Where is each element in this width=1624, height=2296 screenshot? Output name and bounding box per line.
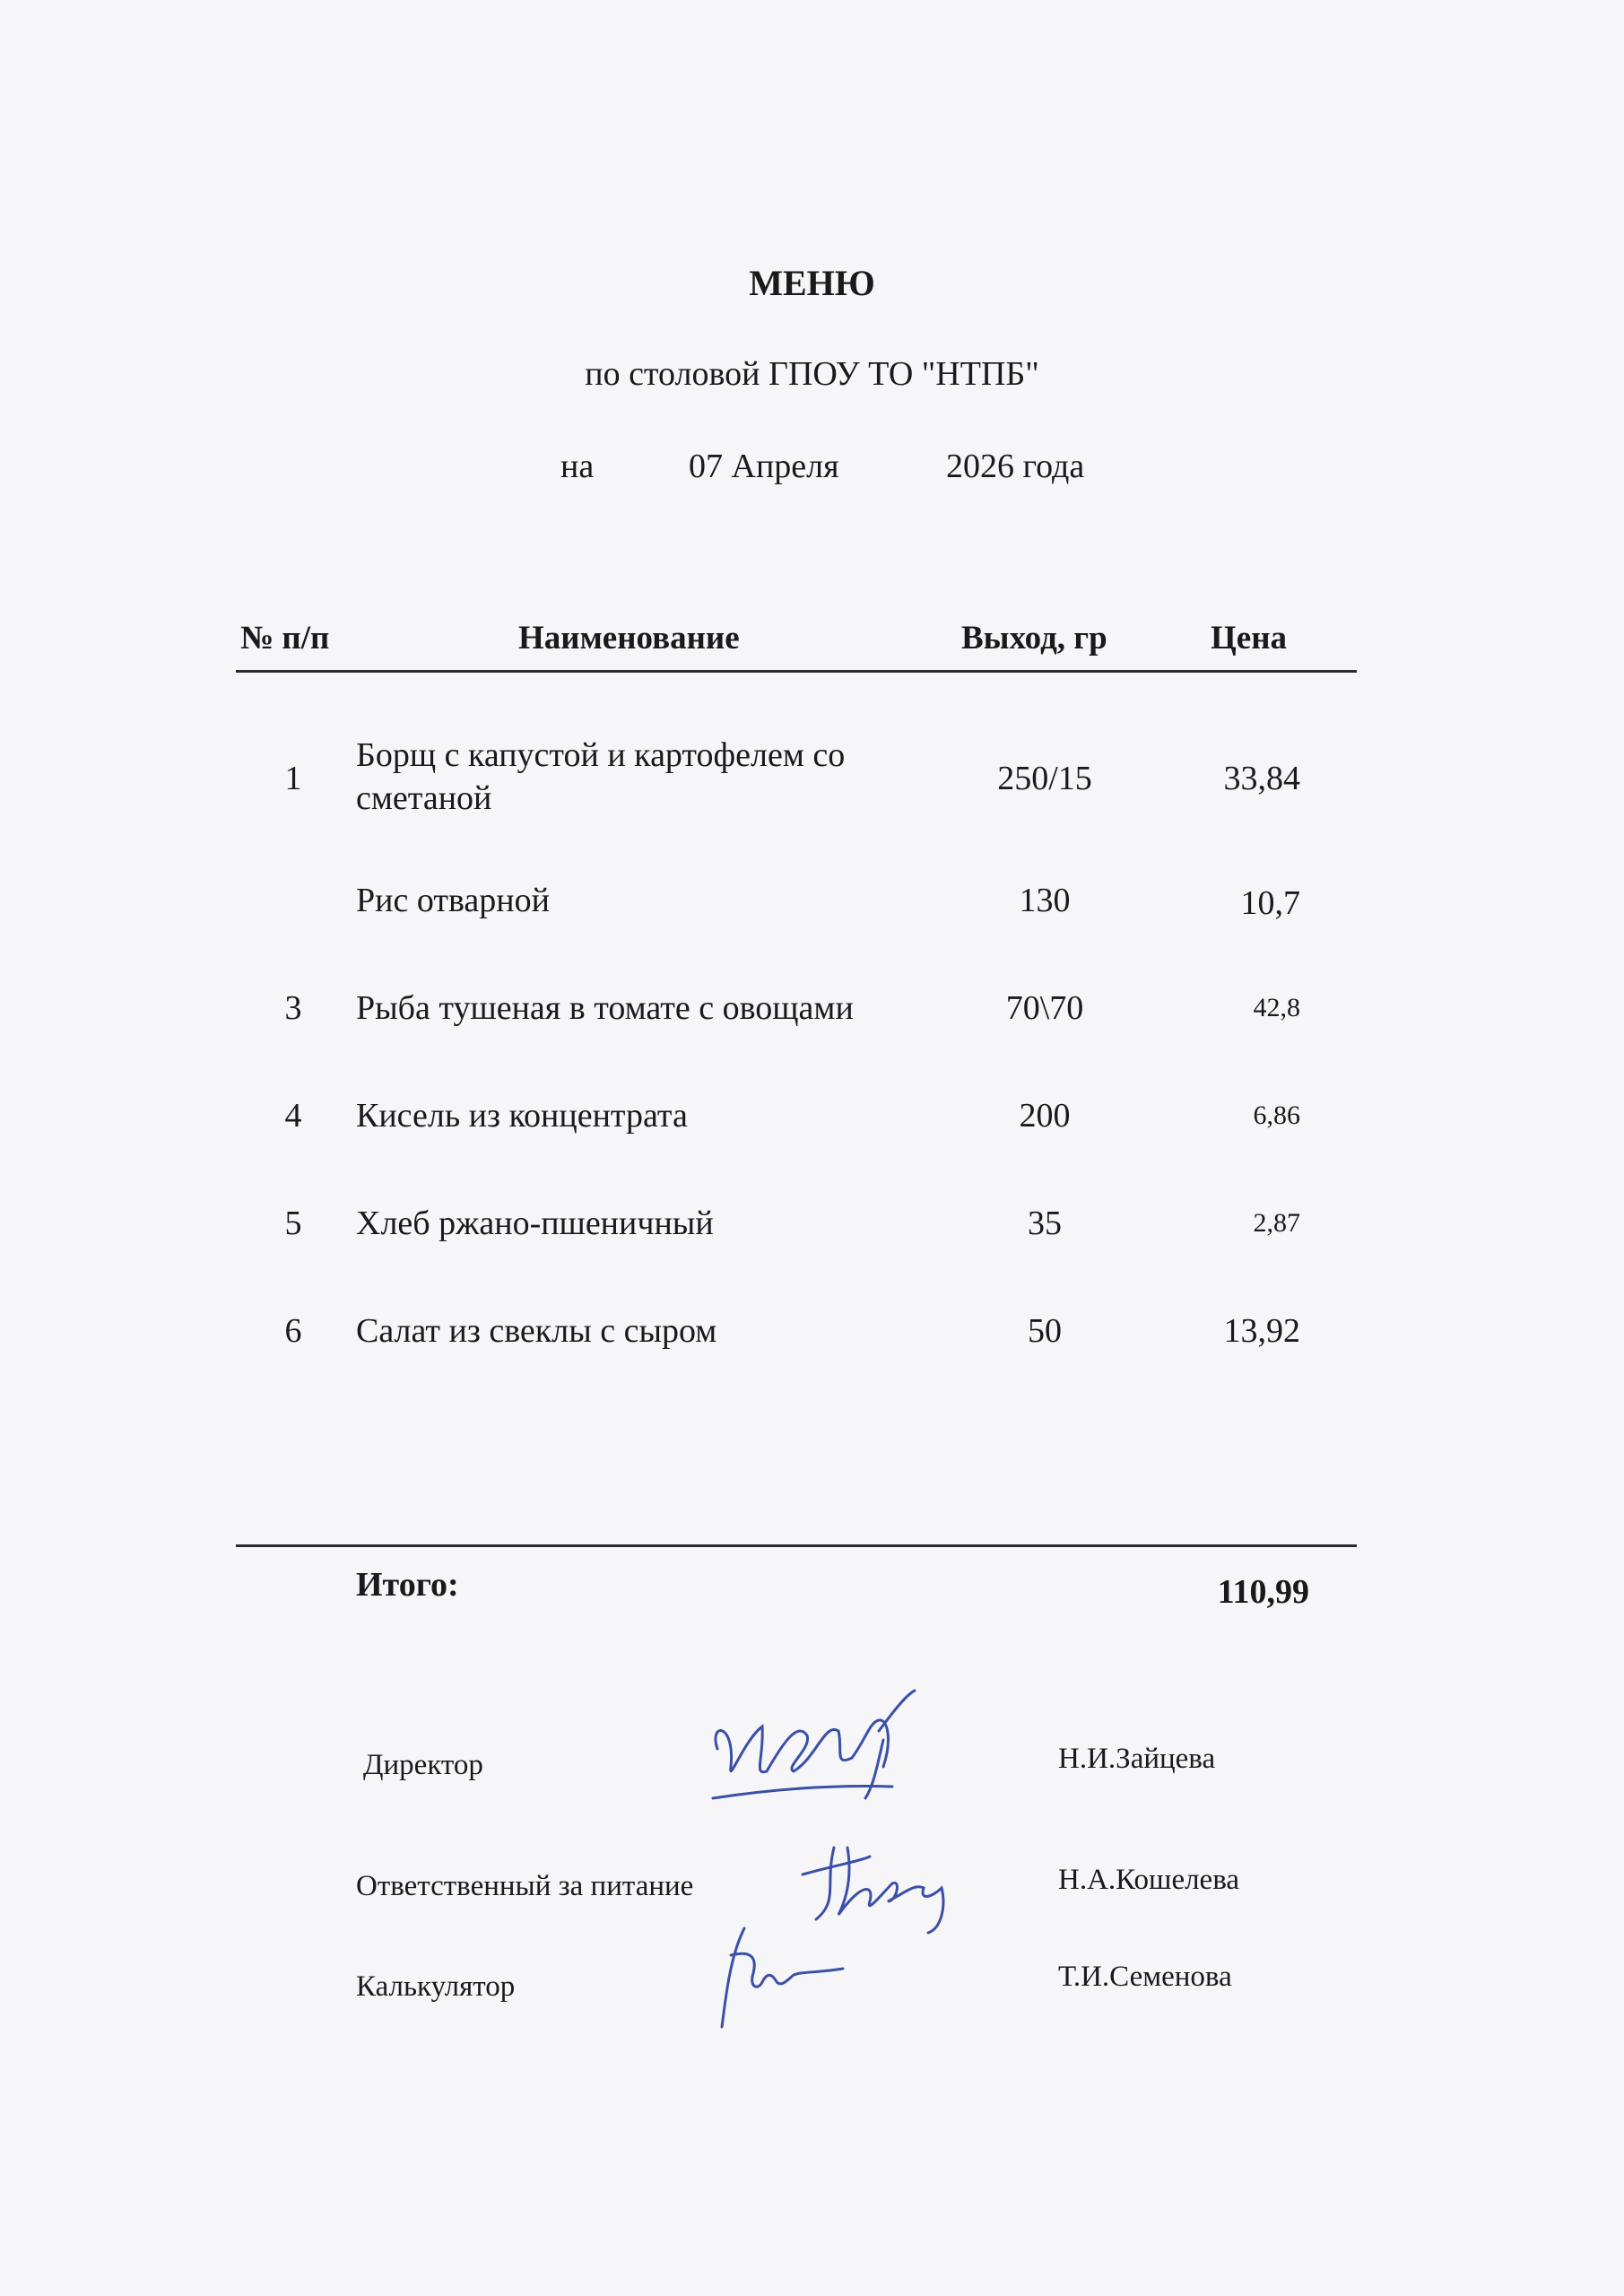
- row-5-price: 2,87: [1253, 1208, 1300, 1238]
- row-6-num: 6: [284, 1312, 302, 1350]
- total-value: 110,99: [1217, 1573, 1309, 1611]
- total-rule: [236, 1544, 1357, 1547]
- date-prefix: на: [560, 448, 595, 485]
- calculator-signature: [708, 1919, 870, 2036]
- row-1-price: 33,84: [1223, 760, 1300, 797]
- row-5-name: Хлеб ржано-пшеничный: [356, 1205, 714, 1242]
- row-1-num: 1: [284, 760, 302, 797]
- date-year: 2026 года: [946, 448, 1085, 485]
- row-6-price: 13,92: [1223, 1312, 1300, 1350]
- row-6-name: Салат из свеклы с сыром: [356, 1312, 717, 1350]
- date-day-month: 07 Апреля: [689, 448, 839, 485]
- row-3-output: 70\70: [1005, 989, 1084, 1027]
- row-1-name: Борщ с капустой и картофелем со сметаной: [356, 736, 846, 817]
- signature-name-nutrition: Н.А.Кошелева: [1058, 1864, 1239, 1896]
- document-subtitle: по столовой ГПОУ ТО "НТПБ": [585, 355, 1039, 393]
- signature-role-nutrition: Ответственный за питание: [356, 1870, 694, 1902]
- column-header-num: № п/п: [240, 620, 330, 657]
- total-label: Итого:: [356, 1566, 459, 1604]
- signature-role-director: Директор: [363, 1749, 483, 1781]
- signature-role-calculator: Калькулятор: [356, 1970, 516, 2003]
- row-4-num: 4: [284, 1097, 302, 1135]
- row-2-price: 10,7: [1240, 884, 1300, 922]
- document-title: МЕНЮ: [749, 263, 875, 303]
- row-3-num: 3: [284, 989, 302, 1027]
- row-2-output: 130: [1019, 882, 1071, 919]
- row-5-output: 35: [1028, 1205, 1062, 1242]
- row-5-num: 5: [284, 1205, 302, 1242]
- row-2-name: Рис отварной: [356, 882, 550, 919]
- row-3-name: Рыба тушеная в томате с овощами: [356, 989, 854, 1027]
- signature-name-calculator: Т.И.Семенова: [1058, 1961, 1232, 1993]
- header-rule: [236, 670, 1357, 673]
- row-1-output: 250/15: [997, 760, 1092, 797]
- column-header-price: Цена: [1211, 620, 1288, 657]
- signature-name-director: Н.И.Зайцева: [1058, 1743, 1216, 1775]
- row-6-output: 50: [1028, 1312, 1062, 1350]
- column-header-name: Наименование: [518, 620, 740, 657]
- row-4-name: Кисель из концентрата: [356, 1097, 688, 1135]
- director-signature: [699, 1686, 933, 1839]
- column-header-output: Выход, гр: [961, 620, 1107, 657]
- row-4-output: 200: [1019, 1097, 1071, 1135]
- row-4-price: 6,86: [1253, 1100, 1300, 1130]
- row-3-price: 42,8: [1253, 993, 1300, 1022]
